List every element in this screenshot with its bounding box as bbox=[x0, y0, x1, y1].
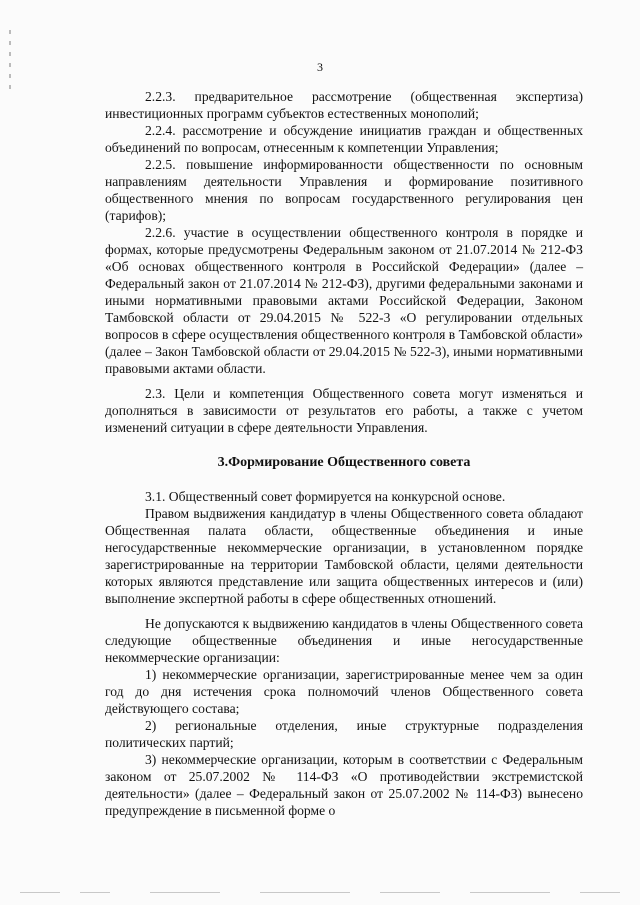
section-heading: 3.Формирование Общественного совета bbox=[217, 455, 471, 470]
page-number: 3 bbox=[317, 60, 323, 74]
paragraph-2-2-3: 2.2.3. предварительное рассмотрение (общественная экспертиза) инвестиционных программ субъектов естественных монополий; bbox=[105, 89, 583, 121]
paragraph-2-3: 2.3. Цели и компетенция Общественного совета могут изменяться и дополняться в зависимости от результатов его работы, а также с учетом изменений ситуации в сфере деятельности Управления. bbox=[105, 386, 583, 435]
paragraph-2-2-4: 2.2.4. рассмотрение и обсуждение инициатив граждан и общественных объединений по вопросам, отнесенным к компетенции Управления; bbox=[105, 123, 583, 155]
scan-bottom-artifact bbox=[0, 890, 640, 896]
paragraph-not-admitted: Не допускаются к выдвижению кандидатов в члены Общественного совета следующие общественные объединения и иные негосударственные некоммерческие организации: bbox=[105, 616, 583, 665]
top-text-block bbox=[105, 88, 583, 436]
list-item-3: 3) некоммерческие организации, которым в соответствии с Федеральным законом от 25.07.2002 № 114-ФЗ «О противодействии экстремистской деятельности» (далее – Федеральный закон от 25.07.2002 № 114-ФЗ) вынесено предупреждение в письменной форме о bbox=[105, 752, 583, 818]
paragraph-2-2-5: 2.2.5. повышение информированности общественности по основным направлениям деятельности Управления и формирование позитивного общественного мнения по вопросам государственного регулирования цен (тарифов); bbox=[105, 157, 583, 223]
section-text-block bbox=[105, 488, 583, 819]
list-item-1: 1) некоммерческие организации, зарегистрированные менее чем за один год до дня истечения срока полномочий членов Общественного совета действующего состава; bbox=[105, 667, 583, 716]
paragraph-3-1: 3.1. Общественный совет формируется на конкурсной основе. bbox=[145, 489, 506, 504]
paragraph-nomination-right: Правом выдвижения кандидатур в члены Общественного совета обладают Общественная палата области, общественные объединения и иные негосударственные некоммерческие организации, в установленном порядке зарегистрированные на территории Тамбовской области, целями деятельности которых являются представление или защита общественных интересов и (или) выполнение экспертной работы в сфере общественных отношений. bbox=[105, 506, 583, 606]
list-item-2: 2) региональные отделения, иные структурные подразделения политических партий; bbox=[105, 718, 583, 750]
paragraph-2-2-6: 2.2.6. участие в осуществлении общественного контроля в порядке и формах, которые предусмотрены Федеральным законом от 21.07.2014 № 212-ФЗ «Об основах общественного контроля в Российской Федерации» (далее – Федеральный закон от 21.07.2014 № 212-ФЗ), другими федеральными законами и иными нормативными правовыми актами Российской Федерации, Законом Тамбовской области от 29.04.2015 № 522-3 «О регулировании отдельных вопросов в сфере осуществления общественного контроля в Тамбовской области» (далее – Закон Тамбовской области от 29.04.2015 № 522-3), иными нормативными правовыми актами области. bbox=[105, 225, 583, 376]
